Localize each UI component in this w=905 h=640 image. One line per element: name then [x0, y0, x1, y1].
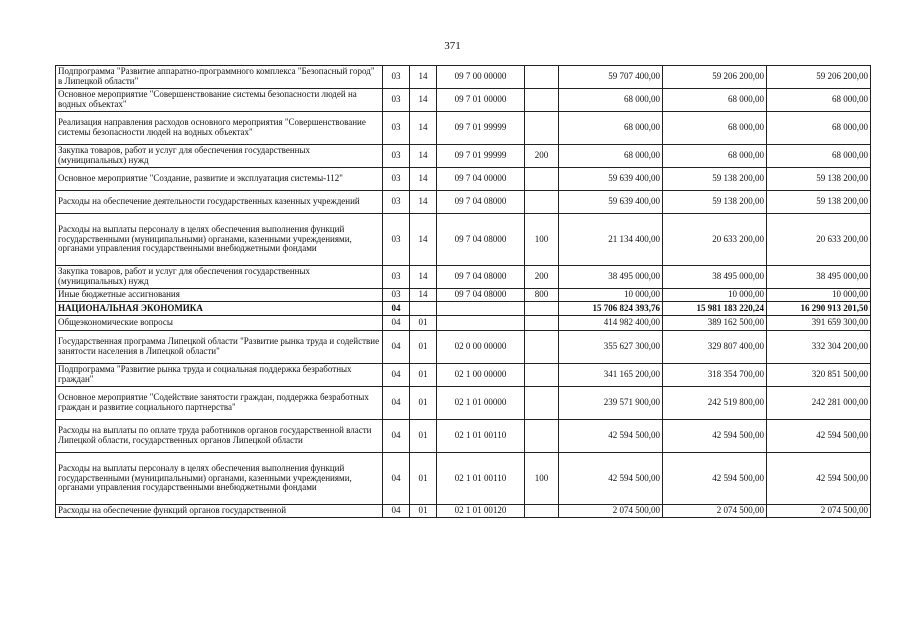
cell-target-article — [437, 316, 525, 331]
cell-target-article — [437, 302, 525, 316]
cell-subsection: 14 — [410, 289, 437, 302]
cell-amount-1: 68 000,00 — [559, 89, 663, 112]
cell-subsection: 01 — [410, 364, 437, 387]
cell-subsection: 01 — [410, 316, 437, 331]
budget-table-body — [56, 66, 871, 518]
cell-subsection: 01 — [410, 387, 437, 420]
cell-expense-type — [525, 168, 559, 191]
cell-amount-2: 68 000,00 — [663, 145, 767, 168]
cell-amount-1: 239 571 900,00 — [559, 387, 663, 420]
cell-amount-2: 38 495 000,00 — [663, 266, 767, 289]
cell-amount-3: 59 138 200,00 — [767, 191, 871, 214]
cell-target-article: 09 7 00 00000 — [437, 66, 525, 89]
cell-amount-2: 68 000,00 — [663, 89, 767, 112]
cell-amount-1: 414 982 400,00 — [559, 316, 663, 331]
cell-target-article: 09 7 01 99999 — [437, 112, 525, 145]
cell-amount-3: 20 633 200,00 — [767, 214, 871, 266]
cell-section: 03 — [383, 289, 410, 302]
cell-name: Основное мероприятие "Совершенствование системы безопасности людей на водных объектах" — [56, 89, 383, 112]
cell-amount-1: 42 594 500,00 — [559, 453, 663, 505]
cell-amount-3: 68 000,00 — [767, 89, 871, 112]
cell-section: 04 — [383, 453, 410, 505]
cell-subsection: 14 — [410, 191, 437, 214]
cell-amount-2: 242 519 800,00 — [663, 387, 767, 420]
cell-expense-type: 200 — [525, 266, 559, 289]
cell-section: 03 — [383, 89, 410, 112]
table-row — [56, 266, 871, 289]
cell-amount-3: 59 206 200,00 — [767, 66, 871, 89]
cell-name: Реализация направления расходов основного мероприятия "Совершенствование системы безопасности людей на водных объектах" — [56, 112, 383, 145]
cell-expense-type — [525, 66, 559, 89]
cell-expense-type — [525, 420, 559, 453]
cell-amount-1: 59 707 400,00 — [559, 66, 663, 89]
cell-expense-type — [525, 364, 559, 387]
page-number: 371 — [444, 40, 461, 52]
cell-amount-2: 2 074 500,00 — [663, 505, 767, 518]
table-row — [56, 289, 871, 302]
cell-amount-3: 42 594 500,00 — [767, 420, 871, 453]
cell-expense-type — [525, 89, 559, 112]
cell-name: Общеэкономические вопросы — [56, 316, 383, 331]
cell-amount-1: 68 000,00 — [559, 145, 663, 168]
cell-section: 03 — [383, 66, 410, 89]
table-row — [56, 302, 871, 316]
cell-expense-type: 200 — [525, 145, 559, 168]
cell-amount-3: 68 000,00 — [767, 145, 871, 168]
cell-amount-2: 42 594 500,00 — [663, 420, 767, 453]
cell-expense-type: 100 — [525, 453, 559, 505]
cell-section: 03 — [383, 168, 410, 191]
cell-name: Основное мероприятие "Содействие занятости граждан, поддержка безработных граждан и развитие социального партнерства" — [56, 387, 383, 420]
cell-target-article: 02 1 01 00120 — [437, 505, 525, 518]
cell-subsection: 01 — [410, 331, 437, 364]
table-row — [56, 420, 871, 453]
cell-name: Закупка товаров, работ и услуг для обеспечения государственных (муниципальных) нужд — [56, 266, 383, 289]
cell-section: 04 — [383, 505, 410, 518]
cell-expense-type — [525, 191, 559, 214]
cell-name: Расходы на выплаты персоналу в целях обеспечения выполнения функций государственными (муниципальными) органами, казенными учреждениями, органами управления государственными внебюджетными фондами — [56, 214, 383, 266]
table-row — [56, 214, 871, 266]
table-row — [56, 66, 871, 89]
table-row — [56, 453, 871, 505]
table-row — [56, 89, 871, 112]
cell-subsection: 14 — [410, 66, 437, 89]
cell-target-article: 09 7 04 08000 — [437, 289, 525, 302]
cell-target-article: 09 7 04 08000 — [437, 266, 525, 289]
cell-expense-type — [525, 316, 559, 331]
cell-target-article: 02 1 01 00110 — [437, 453, 525, 505]
cell-subsection: 14 — [410, 145, 437, 168]
cell-name: Расходы на выплаты персоналу в целях обеспечения выполнения функций государственными (муниципальными) органами, казенными учреждениями, органами управления государственными внебюджетными фондами — [56, 453, 383, 505]
cell-subsection: 14 — [410, 266, 437, 289]
cell-amount-1: 2 074 500,00 — [559, 505, 663, 518]
cell-name: Иные бюджетные ассигнования — [56, 289, 383, 302]
cell-amount-3: 42 594 500,00 — [767, 453, 871, 505]
cell-expense-type: 100 — [525, 214, 559, 266]
cell-subsection: 01 — [410, 453, 437, 505]
cell-target-article: 02 1 01 00110 — [437, 420, 525, 453]
cell-amount-2: 59 206 200,00 — [663, 66, 767, 89]
cell-expense-type — [525, 302, 559, 316]
cell-section: 04 — [383, 364, 410, 387]
cell-name: Расходы на выплаты по оплате труда работников органов государственной власти Липецкой области, государственных органов Липецкой области — [56, 420, 383, 453]
cell-expense-type — [525, 505, 559, 518]
table-row — [56, 168, 871, 191]
cell-name: Государственная программа Липецкой области "Развитие рынка труда и содействие занятости населения в Липецкой области" — [56, 331, 383, 364]
cell-target-article: 02 1 00 00000 — [437, 364, 525, 387]
cell-amount-3: 38 495 000,00 — [767, 266, 871, 289]
cell-section: 04 — [383, 387, 410, 420]
cell-target-article: 09 7 04 00000 — [437, 168, 525, 191]
cell-section: 03 — [383, 145, 410, 168]
cell-expense-type — [525, 387, 559, 420]
cell-amount-2: 10 000,00 — [663, 289, 767, 302]
cell-name: Закупка товаров, работ и услуг для обеспечения государственных (муниципальных) нужд — [56, 145, 383, 168]
cell-amount-2: 389 162 500,00 — [663, 316, 767, 331]
cell-name: Расходы на обеспечение функций органов государственной — [56, 505, 383, 518]
cell-amount-2: 42 594 500,00 — [663, 453, 767, 505]
cell-subsection: 01 — [410, 420, 437, 453]
cell-section: 04 — [383, 316, 410, 331]
cell-amount-3: 332 304 200,00 — [767, 331, 871, 364]
table-row — [56, 331, 871, 364]
cell-amount-3: 320 851 500,00 — [767, 364, 871, 387]
cell-amount-3: 68 000,00 — [767, 112, 871, 145]
cell-section: 04 — [383, 331, 410, 364]
cell-amount-1: 68 000,00 — [559, 112, 663, 145]
cell-subsection: 14 — [410, 168, 437, 191]
cell-section: 04 — [383, 302, 410, 316]
cell-amount-3: 2 074 500,00 — [767, 505, 871, 518]
cell-amount-1: 59 639 400,00 — [559, 168, 663, 191]
cell-section: 04 — [383, 420, 410, 453]
cell-target-article: 09 7 04 08000 — [437, 214, 525, 266]
cell-section: 03 — [383, 214, 410, 266]
cell-amount-1: 10 000,00 — [559, 289, 663, 302]
cell-amount-3: 242 281 000,00 — [767, 387, 871, 420]
cell-name: Подпрограмма "Развитие рынка труда и социальная поддержка безработных граждан" — [56, 364, 383, 387]
cell-amount-1: 15 706 824 393,76 — [559, 302, 663, 316]
cell-amount-1: 341 165 200,00 — [559, 364, 663, 387]
table-row — [56, 145, 871, 168]
cell-amount-2: 329 807 400,00 — [663, 331, 767, 364]
cell-amount-3: 10 000,00 — [767, 289, 871, 302]
cell-subsection: 14 — [410, 112, 437, 145]
cell-target-article: 09 7 01 00000 — [437, 89, 525, 112]
cell-subsection: 14 — [410, 89, 437, 112]
cell-name: Подпрограмма "Развитие аппаратно-программного комплекса "Безопасный город" в Липецкой области" — [56, 66, 383, 89]
table-row — [56, 191, 871, 214]
budget-table — [55, 65, 871, 518]
cell-amount-3: 391 659 300,00 — [767, 316, 871, 331]
table-row — [56, 387, 871, 420]
cell-amount-2: 59 138 200,00 — [663, 168, 767, 191]
table-row — [56, 316, 871, 331]
cell-amount-2: 59 138 200,00 — [663, 191, 767, 214]
cell-target-article: 02 1 01 00000 — [437, 387, 525, 420]
cell-amount-1: 59 639 400,00 — [559, 191, 663, 214]
cell-amount-1: 355 627 300,00 — [559, 331, 663, 364]
cell-amount-1: 42 594 500,00 — [559, 420, 663, 453]
cell-subsection: 14 — [410, 214, 437, 266]
cell-target-article: 02 0 00 00000 — [437, 331, 525, 364]
cell-name: НАЦИОНАЛЬНАЯ ЭКОНОМИКА — [56, 302, 383, 316]
cell-expense-type — [525, 112, 559, 145]
cell-amount-2: 15 981 183 220,24 — [663, 302, 767, 316]
cell-expense-type: 800 — [525, 289, 559, 302]
cell-subsection: 01 — [410, 505, 437, 518]
table-row — [56, 112, 871, 145]
cell-name: Расходы на обеспечение деятельности государственных казенных учреждений — [56, 191, 383, 214]
table-row — [56, 505, 871, 518]
cell-amount-2: 20 633 200,00 — [663, 214, 767, 266]
table-row — [56, 364, 871, 387]
cell-amount-1: 21 134 400,00 — [559, 214, 663, 266]
cell-amount-3: 59 138 200,00 — [767, 168, 871, 191]
cell-section: 03 — [383, 112, 410, 145]
cell-amount-1: 38 495 000,00 — [559, 266, 663, 289]
cell-target-article: 09 7 04 08000 — [437, 191, 525, 214]
cell-amount-2: 318 354 700,00 — [663, 364, 767, 387]
cell-amount-2: 68 000,00 — [663, 112, 767, 145]
cell-name: Основное мероприятие "Создание, развитие и эксплуатация системы-112" — [56, 168, 383, 191]
cell-amount-3: 16 290 913 201,50 — [767, 302, 871, 316]
cell-subsection — [410, 302, 437, 316]
cell-section: 03 — [383, 191, 410, 214]
cell-section: 03 — [383, 266, 410, 289]
cell-target-article: 09 7 01 99999 — [437, 145, 525, 168]
cell-expense-type — [525, 331, 559, 364]
